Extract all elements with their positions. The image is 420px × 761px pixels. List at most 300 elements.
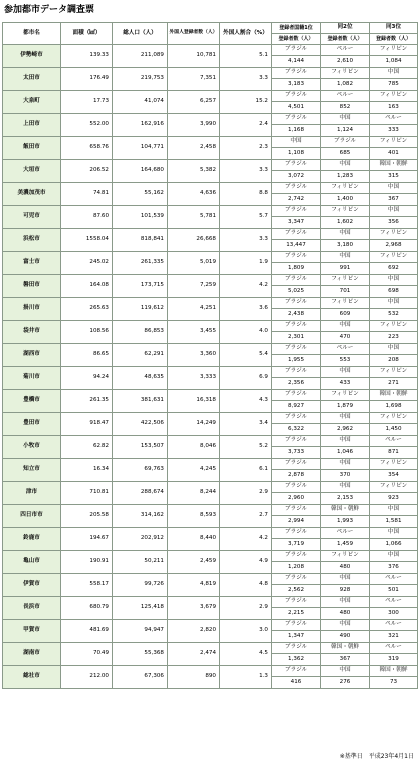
rank2-count: 370: [321, 470, 370, 482]
population-cell: 41,074: [113, 91, 168, 114]
area-cell: 16.34: [61, 459, 113, 482]
foreign-count-cell: 2,474: [168, 643, 220, 666]
rank2-nationality: 中国: [321, 413, 370, 424]
rank3-nationality: 韓国・朝鮮: [370, 390, 418, 401]
rank2-nationality: 中国: [321, 160, 370, 171]
rank1-count: 3,183: [272, 79, 321, 91]
rank3-nationality: フィリピン: [370, 321, 418, 332]
population-cell: 94,947: [113, 620, 168, 643]
rank3-nationality: ペルー: [370, 114, 418, 125]
rank3-count: 73: [370, 677, 418, 689]
area-cell: 205.58: [61, 505, 113, 528]
rank1-nationality: ブラジル: [272, 620, 321, 631]
area-cell: 552.00: [61, 114, 113, 137]
rank3-count: 692: [370, 263, 418, 275]
rank2-count: 433: [321, 378, 370, 390]
foreign-count-cell: 2,820: [168, 620, 220, 643]
rank2-nationality: ペルー: [321, 45, 370, 56]
population-cell: 48,635: [113, 367, 168, 390]
rank1-nationality: ブラジル: [272, 91, 321, 102]
rank2-count: 2,610: [321, 56, 370, 68]
rank2-count: 480: [321, 608, 370, 620]
city-name: 豊田市: [3, 413, 61, 436]
rank1-count: 4,144: [272, 56, 321, 68]
city-name: 四日市市: [3, 505, 61, 528]
header-rank2: 同2位: [321, 23, 370, 34]
rank3-nationality: ペルー: [370, 643, 418, 654]
table-row: [3, 321, 418, 332]
rank2-count: 3,180: [321, 240, 370, 252]
rank3-nationality: フィリピン: [370, 413, 418, 424]
foreign-ratio-cell: 3.3: [220, 68, 272, 91]
foreign-ratio-cell: 5.2: [220, 436, 272, 459]
rank1-count: 2,960: [272, 493, 321, 505]
rank1-nationality: ブラジル: [272, 597, 321, 608]
foreign-ratio-cell: 1.3: [220, 666, 272, 689]
population-cell: 125,418: [113, 597, 168, 620]
city-name: 知立市: [3, 459, 61, 482]
rank1-nationality: ブラジル: [272, 551, 321, 562]
header-reg-count-2: 登録者数（人）: [321, 34, 370, 45]
rank2-count: 928: [321, 585, 370, 597]
rank2-nationality: 中国: [321, 574, 370, 585]
rank3-nationality: 中国: [370, 68, 418, 79]
table-row: [3, 413, 418, 424]
area-cell: 94.24: [61, 367, 113, 390]
city-name: 豊橋市: [3, 390, 61, 413]
rank2-nationality: 中国: [321, 597, 370, 608]
rank3-nationality: 中国: [370, 298, 418, 309]
city-name: 浜松市: [3, 229, 61, 252]
population-cell: 211,089: [113, 45, 168, 68]
rank2-count: 276: [321, 677, 370, 689]
rank3-nationality: 中国: [370, 183, 418, 194]
table-row: [3, 114, 418, 125]
rank1-nationality: ブラジル: [272, 367, 321, 378]
rank3-count: 1,450: [370, 424, 418, 436]
rank2-nationality: 中国: [321, 367, 370, 378]
rank1-nationality: ブラジル: [272, 68, 321, 79]
foreign-count-cell: 2,458: [168, 137, 220, 160]
header-reg-count-3: 登録者数（人）: [370, 34, 418, 45]
header-population: 総人口（人）: [113, 23, 168, 45]
rank1-count: 2,215: [272, 608, 321, 620]
table-row: [3, 298, 418, 309]
foreign-ratio-cell: 1.9: [220, 252, 272, 275]
rank3-nationality: ペルー: [370, 574, 418, 585]
population-cell: 381,631: [113, 390, 168, 413]
foreign-count-cell: 3,679: [168, 597, 220, 620]
rank1-nationality: ブラジル: [272, 505, 321, 516]
foreign-ratio-cell: 3.0: [220, 620, 272, 643]
rank1-nationality: ブラジル: [272, 206, 321, 217]
rank1-count: 1,362: [272, 654, 321, 666]
rank2-count: 2,962: [321, 424, 370, 436]
rank3-count: 1,066: [370, 539, 418, 551]
rank3-nationality: フィリピン: [370, 367, 418, 378]
rank2-nationality: 韓国・朝鮮: [321, 505, 370, 516]
area-cell: 74.81: [61, 183, 113, 206]
city-name: 美濃加茂市: [3, 183, 61, 206]
city-name: 掛川市: [3, 298, 61, 321]
population-cell: 119,612: [113, 298, 168, 321]
area-cell: 206.52: [61, 160, 113, 183]
foreign-count-cell: 3,333: [168, 367, 220, 390]
foreign-count-cell: 7,351: [168, 68, 220, 91]
rank2-count: 1,602: [321, 217, 370, 229]
foreign-ratio-cell: 2.9: [220, 482, 272, 505]
rank3-nationality: ペルー: [370, 620, 418, 631]
rank1-count: 3,347: [272, 217, 321, 229]
table-row: [3, 252, 418, 263]
rank3-count: 356: [370, 217, 418, 229]
population-cell: 422,506: [113, 413, 168, 436]
city-name: 可児市: [3, 206, 61, 229]
table-row: [3, 229, 418, 240]
rank1-nationality: ブラジル: [272, 344, 321, 355]
foreign-count-cell: 26,668: [168, 229, 220, 252]
foreign-count-cell: 4,245: [168, 459, 220, 482]
rank3-nationality: 中国: [370, 275, 418, 286]
rank3-nationality: ペルー: [370, 597, 418, 608]
population-cell: 104,771: [113, 137, 168, 160]
rank3-nationality: 中国: [370, 528, 418, 539]
rank1-count: 1,108: [272, 148, 321, 160]
rank1-nationality: ブラジル: [272, 252, 321, 263]
table-row: [3, 620, 418, 631]
rank2-count: 2,153: [321, 493, 370, 505]
rank3-nationality: フィリピン: [370, 45, 418, 56]
city-name: 伊賀市: [3, 574, 61, 597]
rank3-count: 501: [370, 585, 418, 597]
rank2-nationality: ペルー: [321, 344, 370, 355]
rank1-count: 1,955: [272, 355, 321, 367]
header-area: 面積（㎢）: [61, 23, 113, 45]
foreign-ratio-cell: 2.3: [220, 137, 272, 160]
foreign-count-cell: 10,781: [168, 45, 220, 68]
area-cell: 62.82: [61, 436, 113, 459]
city-name: 上田市: [3, 114, 61, 137]
rank2-nationality: 中国: [321, 620, 370, 631]
rank1-count: 416: [272, 677, 321, 689]
footnote: ※基準日 平成23年4月1日: [339, 753, 414, 760]
header-reg-count-1: 登録者数（人）: [272, 34, 321, 45]
foreign-ratio-cell: 5.1: [220, 45, 272, 68]
city-name: 鈴鹿市: [3, 528, 61, 551]
city-name: 湖南市: [3, 643, 61, 666]
header-rank3: 同3位: [370, 23, 418, 34]
rank3-count: 367: [370, 194, 418, 206]
rank2-count: 490: [321, 631, 370, 643]
city-name: 津市: [3, 482, 61, 505]
population-cell: 99,726: [113, 574, 168, 597]
population-cell: 314,162: [113, 505, 168, 528]
table-row: [3, 528, 418, 539]
rank3-count: 354: [370, 470, 418, 482]
table-row: [3, 597, 418, 608]
city-name: 菊川市: [3, 367, 61, 390]
table-row: [3, 367, 418, 378]
rank1-count: 13,447: [272, 240, 321, 252]
rank2-count: 1,046: [321, 447, 370, 459]
page-title: 参加都市データ調査票: [4, 5, 95, 15]
rank1-count: 4,501: [272, 102, 321, 114]
rank1-nationality: ブラジル: [272, 275, 321, 286]
foreign-count-cell: 16,318: [168, 390, 220, 413]
rank2-nationality: フィリピン: [321, 275, 370, 286]
foreign-count-cell: 3,360: [168, 344, 220, 367]
rank1-count: 2,562: [272, 585, 321, 597]
rank1-nationality: ブラジル: [272, 666, 321, 677]
foreign-ratio-cell: 5.7: [220, 206, 272, 229]
rank2-nationality: 中国: [321, 114, 370, 125]
population-cell: 67,306: [113, 666, 168, 689]
foreign-ratio-cell: 6.9: [220, 367, 272, 390]
table-row: [3, 459, 418, 470]
rank3-nationality: フィリピン: [370, 252, 418, 263]
rank1-nationality: ブラジル: [272, 413, 321, 424]
rank1-nationality: ブラジル: [272, 298, 321, 309]
rank1-count: 3,072: [272, 171, 321, 183]
foreign-count-cell: 3,455: [168, 321, 220, 344]
rank1-nationality: ブラジル: [272, 321, 321, 332]
rank3-count: 376: [370, 562, 418, 574]
rank1-nationality: ブラジル: [272, 574, 321, 585]
population-cell: 202,912: [113, 528, 168, 551]
rank2-count: 470: [321, 332, 370, 344]
population-cell: 69,763: [113, 459, 168, 482]
city-name: 甲賀市: [3, 620, 61, 643]
rank1-nationality: ブラジル: [272, 114, 321, 125]
area-cell: 245.02: [61, 252, 113, 275]
rank2-count: 1,124: [321, 125, 370, 137]
city-name: 小牧市: [3, 436, 61, 459]
area-cell: 17.73: [61, 91, 113, 114]
foreign-ratio-cell: 4.2: [220, 528, 272, 551]
table-row: [3, 275, 418, 286]
city-name: 大垣市: [3, 160, 61, 183]
area-cell: 70.49: [61, 643, 113, 666]
area-cell: 481.69: [61, 620, 113, 643]
foreign-count-cell: 3,990: [168, 114, 220, 137]
foreign-count-cell: 8,593: [168, 505, 220, 528]
rank3-nationality: 中国: [370, 551, 418, 562]
city-name: 大泉町: [3, 91, 61, 114]
area-cell: 212.00: [61, 666, 113, 689]
rank1-count: 2,878: [272, 470, 321, 482]
rank1-nationality: ブラジル: [272, 45, 321, 56]
rank3-count: 223: [370, 332, 418, 344]
city-name: 富士市: [3, 252, 61, 275]
area-cell: 86.65: [61, 344, 113, 367]
rank2-count: 367: [321, 654, 370, 666]
rank2-count: 1,082: [321, 79, 370, 91]
rank3-count: 271: [370, 378, 418, 390]
table-row: [3, 390, 418, 401]
foreign-ratio-cell: 15.2: [220, 91, 272, 114]
foreign-count-cell: 4,819: [168, 574, 220, 597]
area-cell: 265.63: [61, 298, 113, 321]
rank3-nationality: フィリピン: [370, 91, 418, 102]
population-cell: 153,507: [113, 436, 168, 459]
foreign-ratio-cell: 8.8: [220, 183, 272, 206]
rank2-count: 553: [321, 355, 370, 367]
city-name: 飯田市: [3, 137, 61, 160]
rank3-count: 2,968: [370, 240, 418, 252]
rank2-count: 1,879: [321, 401, 370, 413]
rank3-count: 1,581: [370, 516, 418, 528]
table-row: [3, 137, 418, 148]
city-name: 亀山市: [3, 551, 61, 574]
foreign-count-cell: 14,249: [168, 413, 220, 436]
foreign-count-cell: 5,781: [168, 206, 220, 229]
rank1-count: 2,994: [272, 516, 321, 528]
table-row: [3, 160, 418, 171]
rank2-nationality: 中国: [321, 321, 370, 332]
population-cell: 261,335: [113, 252, 168, 275]
rank3-count: 208: [370, 355, 418, 367]
rank2-count: 1,993: [321, 516, 370, 528]
rank3-nationality: 中国: [370, 344, 418, 355]
rank2-count: 609: [321, 309, 370, 321]
population-cell: 173,715: [113, 275, 168, 298]
population-cell: 219,753: [113, 68, 168, 91]
foreign-ratio-cell: 3.4: [220, 413, 272, 436]
rank1-count: 2,742: [272, 194, 321, 206]
city-name: 伊勢崎市: [3, 45, 61, 68]
rank2-nationality: 中国: [321, 436, 370, 447]
header-rank1: 登録者国籍1位: [272, 23, 321, 34]
rank2-nationality: ペルー: [321, 528, 370, 539]
rank2-nationality: ブラジル: [321, 137, 370, 148]
rank3-count: 315: [370, 171, 418, 183]
city-name: 磐田市: [3, 275, 61, 298]
rank3-nationality: フィリピン: [370, 482, 418, 493]
foreign-count-cell: 8,046: [168, 436, 220, 459]
rank3-nationality: 韓国・朝鮮: [370, 666, 418, 677]
rank3-nationality: フィリピン: [370, 459, 418, 470]
rank2-count: 701: [321, 286, 370, 298]
rank2-nationality: フィリピン: [321, 183, 370, 194]
rank2-nationality: フィリピン: [321, 551, 370, 562]
city-name: 湖西市: [3, 344, 61, 367]
foreign-ratio-cell: 5.4: [220, 344, 272, 367]
rank2-nationality: フィリピン: [321, 68, 370, 79]
rank2-nationality: フィリピン: [321, 298, 370, 309]
table-row: [3, 574, 418, 585]
foreign-count-cell: 8,440: [168, 528, 220, 551]
area-cell: 190.91: [61, 551, 113, 574]
table-row: [3, 206, 418, 217]
rank2-nationality: 中国: [321, 229, 370, 240]
rank3-nationality: ペルー: [370, 436, 418, 447]
foreign-count-cell: 6,257: [168, 91, 220, 114]
area-cell: 558.17: [61, 574, 113, 597]
rank1-count: 3,719: [272, 539, 321, 551]
rank3-count: 871: [370, 447, 418, 459]
foreign-count-cell: 5,019: [168, 252, 220, 275]
rank3-nationality: フィリピン: [370, 229, 418, 240]
foreign-count-cell: 8,244: [168, 482, 220, 505]
rank2-count: 1,283: [321, 171, 370, 183]
population-cell: 55,162: [113, 183, 168, 206]
rank3-count: 300: [370, 608, 418, 620]
city-name: 総社市: [3, 666, 61, 689]
rank2-count: 480: [321, 562, 370, 574]
city-name: 太田市: [3, 68, 61, 91]
rank1-count: 1,168: [272, 125, 321, 137]
rank2-count: 1,459: [321, 539, 370, 551]
rank1-count: 2,356: [272, 378, 321, 390]
population-cell: 62,291: [113, 344, 168, 367]
area-cell: 658.76: [61, 137, 113, 160]
rank3-count: 321: [370, 631, 418, 643]
foreign-ratio-cell: 4.0: [220, 321, 272, 344]
rank2-nationality: 中国: [321, 459, 370, 470]
population-cell: 288,674: [113, 482, 168, 505]
area-cell: 710.81: [61, 482, 113, 505]
rank1-nationality: ブラジル: [272, 528, 321, 539]
rank1-nationality: ブラジル: [272, 459, 321, 470]
foreign-count-cell: 2,459: [168, 551, 220, 574]
rank1-count: 6,322: [272, 424, 321, 436]
rank1-count: 8,927: [272, 401, 321, 413]
area-cell: 680.79: [61, 597, 113, 620]
area-cell: 1558.04: [61, 229, 113, 252]
foreign-ratio-cell: 2.4: [220, 114, 272, 137]
foreign-count-cell: 4,251: [168, 298, 220, 321]
foreign-ratio-cell: 2.7: [220, 505, 272, 528]
rank1-count: 5,025: [272, 286, 321, 298]
table-row: [3, 344, 418, 355]
rank3-count: 698: [370, 286, 418, 298]
rank3-count: 319: [370, 654, 418, 666]
foreign-count-cell: 890: [168, 666, 220, 689]
rank3-count: 1,698: [370, 401, 418, 413]
rank1-nationality: ブラジル: [272, 643, 321, 654]
area-cell: 261.35: [61, 390, 113, 413]
area-cell: 87.60: [61, 206, 113, 229]
table-row: [3, 643, 418, 654]
rank3-count: 401: [370, 148, 418, 160]
rank3-count: 785: [370, 79, 418, 91]
foreign-count-cell: 7,259: [168, 275, 220, 298]
rank2-count: 991: [321, 263, 370, 275]
table-row: [3, 45, 418, 56]
rank3-count: 333: [370, 125, 418, 137]
table-row: [3, 505, 418, 516]
rank1-count: 3,733: [272, 447, 321, 459]
rank3-nationality: 中国: [370, 206, 418, 217]
foreign-ratio-cell: 4.8: [220, 574, 272, 597]
rank3-count: 923: [370, 493, 418, 505]
rank2-nationality: 中国: [321, 666, 370, 677]
rank2-nationality: ペルー: [321, 91, 370, 102]
foreign-ratio-cell: 4.5: [220, 643, 272, 666]
rank1-nationality: ブラジル: [272, 229, 321, 240]
rank2-nationality: 韓国・朝鮮: [321, 643, 370, 654]
area-cell: 164.08: [61, 275, 113, 298]
area-cell: 176.49: [61, 68, 113, 91]
city-name: 袋井市: [3, 321, 61, 344]
population-cell: 164,680: [113, 160, 168, 183]
table-row: [3, 436, 418, 447]
rank1-nationality: ブラジル: [272, 436, 321, 447]
foreign-ratio-cell: 4.9: [220, 551, 272, 574]
city-name: 長浜市: [3, 597, 61, 620]
table-row: [3, 551, 418, 562]
header-city: 都市名: [3, 23, 61, 45]
